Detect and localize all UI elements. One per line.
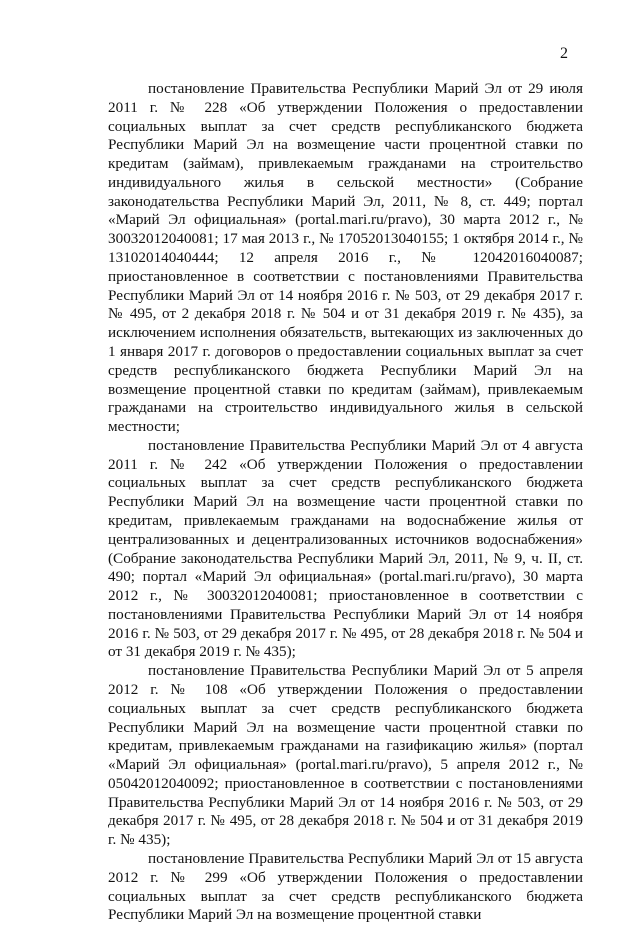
paragraph-resolution-108: постановление Правительства Республики Марий Эл от 5 апреля 2012 г. № 108 «Об утверждении Положения о предоставлении социальных выплат за счет средств республиканского бюджета Республики Марий Эл на возмещение части процентной ставки по кредитам, привлекаемым гражданами на газификацию жилья» (портал «Марий Эл официальная» (portal.mari.ru/pravo), 5 апреля 2012 г., № 05042012040092; приостановленное в соответствии с постановлениями Правительства Республики Марий Эл от 14 ноября 2016 г. № 503, от 29 декабря 2017 г. № 495, от 28 декабря 2018 г. № 504 и от 31 декабря 2019 г. № 435); (108, 662, 583, 849)
paragraph-resolution-242: постановление Правительства Республики Марий Эл от 4 августа 2011 г. № 242 «Об утверждении Положения о предоставлении социальных выплат за счет средств республиканского бюджета Республики Марий Эл на возмещение части процентной ставки по кредитам, привлекаемым гражданами на водоснабжение жилья от централизованных и децентрализованных источников водоснабжения» (Собрание законодательства Республики Марий Эл, 2011, № 9, ч. II, ст. 490; портал «Марий Эл официальная» (portal.mari.ru/pravo), 30 марта 2012 г., № 30032012040081; приостановленное в соответствии с постановлениями Правительства Республики Марий Эл от 14 ноября 2016 г. № 503, от 29 декабря 2017 г. № 495, от 28 декабря 2018 г. № 504 и от 31 декабря 2019 г. № 435); (108, 436, 583, 661)
page-number: 2 (560, 45, 568, 62)
document-body (108, 80, 583, 925)
paragraph-resolution-299: постановление Правительства Республики Марий Эл от 15 августа 2012 г. № 299 «Об утверждении Положения о предоставлении социальных выплат за счет средств республиканского бюджета Республики Марий Эл на возмещение процентной ставки (108, 850, 583, 924)
paragraph-resolution-228: постановление Правительства Республики Марий Эл от 29 июля 2011 г. № 228 «Об утверждении Положения о предоставлении социальных выплат за счет средств республиканского бюджета Республики Марий Эл на возмещение части процентной ставки по кредитам (займам), привлекаемым гражданами на строительство индивидуального жилья в сельской местности» (Собрание законодательства Республики Марий Эл, 2011, № 8, ст. 449; портал «Марий Эл официальная» (portal.mari.ru/pravo), 30 марта 2012 г., № 30032012040081; 17 мая 2013 г., № 17052013040155; 1 октября 2014 г., № 13102014040444; 12 апреля 2016 г., № 12042016040087; приостановленное в соответствии с постановлениями Правительства Республики Марий Эл от 14 ноября 2016 г. № 503, от 29 декабря 2017 г. № 495, от 2 декабря 2018 г. № 504 и от 31 декабря 2019 г. № 435), за исключением исполнения обязательств, вытекающих из заключенных до 1 января 2017 г. договоров о предоставлении социальных выплат за счет средств республиканского бюджета Республики Марий Эл на возмещение процентной ставки по кредитам (займам), привлекаемым гражданами на строительство индивидуального жилья в сельской местности; (108, 80, 583, 436)
